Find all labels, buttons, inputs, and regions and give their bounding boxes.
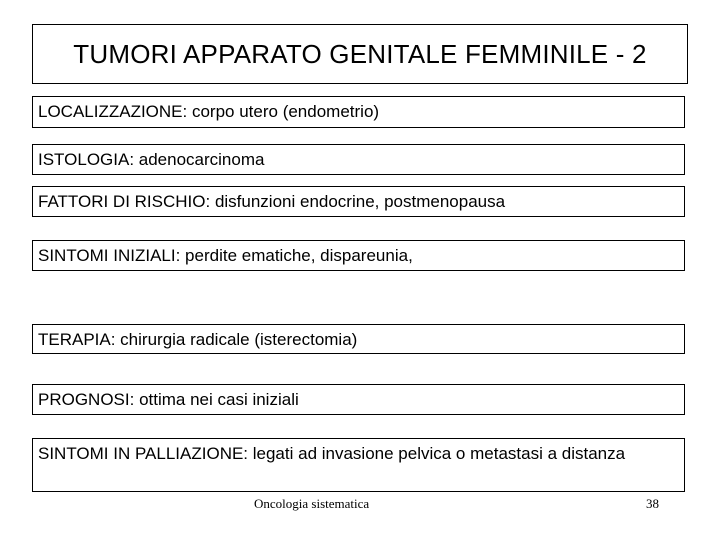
sintomi-iniziali-box [32, 240, 685, 271]
terapia-box [32, 324, 685, 354]
fattori-rischio-box [32, 186, 685, 217]
fattori-rischio-text: FATTORI DI RISCHIO: disfunzioni endocrine, postmenopausa [38, 192, 506, 211]
sintomi-iniziali-text: SINTOMI INIZIALI: perdite ematiche, dispareunia, [38, 246, 413, 265]
page-number: 38 [646, 496, 659, 511]
slide-title [32, 24, 688, 84]
slide-title-text: TUMORI APPARATO GENITALE FEMMINILE - 2 [73, 38, 647, 69]
istologia-box [32, 144, 685, 175]
footer-label: Oncologia sistematica [254, 496, 370, 511]
istologia-text: ISTOLOGIA: adenocarcinoma [38, 150, 265, 169]
sintomi-palliazione-text: SINTOMI IN PALLIAZIONE: legati ad invasione pelvica o metastasi a distanza [38, 444, 626, 463]
terapia-text: TERAPIA: chirurgia radicale (isterectomia) [38, 330, 358, 349]
prognosi-text: PROGNOSI: ottima nei casi iniziali [38, 390, 299, 409]
prognosi-box [32, 384, 685, 415]
localizzazione-text: LOCALIZZAZIONE: corpo utero (endometrio) [38, 102, 380, 121]
sintomi-palliazione-box [32, 438, 685, 492]
localizzazione-box [32, 96, 685, 128]
